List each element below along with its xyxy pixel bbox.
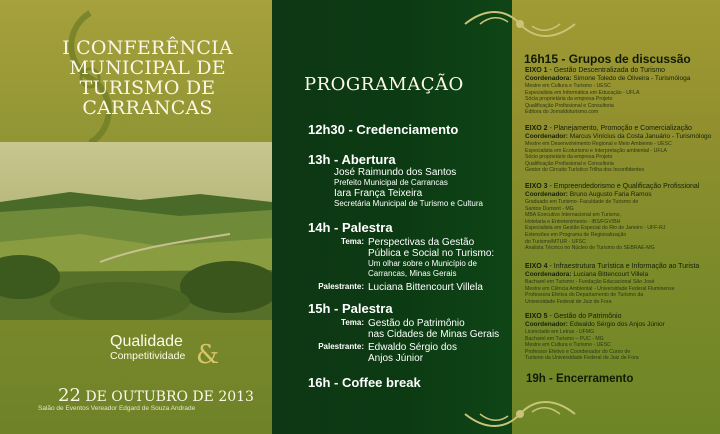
event-abertura: [308, 152, 483, 209]
palestrante-line: Anjos Júnior: [368, 353, 424, 364]
coord-label: Coordenador:: [525, 321, 568, 328]
tema-label: Tema:: [341, 318, 364, 327]
eixo-label: EIXO 3: [525, 183, 548, 190]
tema-line: Carrancas, Minas Gerais: [368, 269, 457, 278]
eixo-detail: Especialista em Ecoturismo e Interpretação ambiental - UFLA: [525, 147, 667, 154]
event-time: 13h - Abertura: [308, 152, 396, 167]
eixo-detail: Turismo da Universidade Federal de Juiz de Fora: [525, 355, 639, 362]
eixo-detail: Professor Efetivo e Coordenador do Curso de: [525, 348, 631, 355]
eixo-detail: Bacharel em Turismo – PUC - MG: [525, 335, 604, 342]
tema-line: Gestão do Patrimônio: [368, 318, 465, 329]
slogan-competitiveness: Competitividade: [110, 350, 186, 362]
palestrante-label: Palestrante:: [318, 282, 364, 291]
speaker-name: Iara França Teixeira: [334, 188, 423, 199]
tema-line: Pública e Social no Turismo:: [368, 248, 495, 259]
eixo-detail: Qualificação Profissional e Consultoria: [525, 160, 614, 167]
title-line: I CONFERÊNCIA: [62, 37, 233, 59]
eixo-detail: Mestre em Ciência Ambiental - Universidade Federal Fluminense: [525, 285, 675, 292]
event-time: 16h - Coffee break: [308, 375, 421, 390]
coord-name: Bruno Augusto Faria Ramos: [567, 191, 652, 198]
eixo-label: EIXO 5: [525, 313, 548, 320]
event-time: 12h30 - Credenciamento: [308, 122, 459, 137]
eixo-title: - Planejamento, Promoção e Comercialização: [547, 125, 692, 132]
palestrante-label: Palestrante:: [318, 342, 364, 351]
slogan-quality: Qualidade: [110, 333, 183, 350]
title-line: CARRANCAS: [82, 97, 213, 119]
eixo-detail: Qualificação Profissional e Consultoria: [525, 102, 614, 109]
date-month-year: DE OUTUBRO DE 2013: [85, 389, 254, 405]
program-panel: [272, 0, 512, 434]
event-coffee-break: [308, 375, 421, 390]
tema-line: Um olhar sobre o Município de: [368, 259, 477, 268]
event-time: 15h - Palestra: [308, 301, 393, 316]
slogan-ampersand: &: [196, 340, 220, 370]
closing-event: 19h - Encerramento: [526, 373, 634, 385]
flourish-ornament-icon: [460, 6, 580, 42]
eixo-detail: Hotelaria e Entretenimento - IBS/FGV/BH: [525, 218, 621, 225]
eixo-detail: Sócia proprietária da empresa Projeto: [525, 96, 613, 103]
left-panel: [0, 0, 272, 434]
eixo-title: - Gestão do Patrimônio: [547, 313, 622, 320]
eixo-title: - Empreendedorismo e Qualificação Profissional: [547, 183, 700, 190]
groups-title: 16h15 - Grupos de discussão: [524, 52, 691, 66]
eixo-detail: Sócio proprietário da empresa Projeto: [525, 154, 613, 161]
coord-label: Coordenadora:: [525, 75, 572, 82]
speaker-role: Secretária Municipal de Turismo e Cultura: [334, 199, 483, 208]
date-day: 22: [58, 385, 81, 406]
eixo-label: EIXO 1: [525, 67, 548, 74]
eixo-detail: Professora Efetiva do Departamento de Turismo da: [525, 292, 644, 299]
eixo-detail: do Turismo/MTUR - UFSC: [525, 238, 586, 245]
eixo-detail: Universidade Federal de Juiz de Fora: [525, 298, 612, 305]
eixo-label: EIXO 2: [525, 125, 548, 132]
event-palestra-1: [308, 220, 494, 293]
event-date: [58, 385, 254, 406]
coord-name: Simone Toledo de Oliveira - Turismóloga: [571, 75, 691, 82]
eixo-title: - Infraestrutura Turística e Informação ao Turista: [547, 263, 700, 270]
event-credenciamento: [308, 122, 458, 137]
eixo-3: [525, 182, 699, 252]
program-title: PROGRAMAÇÃO: [304, 74, 464, 95]
eixo-detail: Extensões em Programa de Regionalização: [525, 231, 627, 238]
tema-line: nas Cidades de Minas Gerais: [368, 329, 500, 340]
landscape-photo: [0, 142, 272, 320]
eixo-detail: Gestor do Circuito Turístico Trilha dos Inconfidentes: [525, 167, 645, 174]
eixo-detail: Analista Técnico no Núcleo de Turismo do SEBRAE-MG: [525, 245, 655, 252]
venue: Salão de Eventos Vereador Edgard de Souza Andrade: [38, 405, 196, 412]
eixo-detail: Licenciado em Letras - UFMG: [525, 329, 595, 335]
palestrante-line: Edwaldo Sérgio dos: [368, 342, 457, 353]
eixo-label: EIXO 4: [525, 263, 548, 270]
title-line: MUNICIPAL DE: [69, 57, 226, 79]
eixo-1: [525, 66, 690, 116]
slogan: [110, 333, 220, 370]
flourish-ornament-icon: [460, 396, 580, 432]
eixo-5: [525, 312, 665, 362]
eixo-4: [525, 262, 699, 305]
eixo-detail: Especialista em Informática em Educação - UFLA: [525, 89, 640, 96]
coord-name: Marcus Vinícius da Costa Januário - Turismólogo: [567, 133, 712, 140]
eixo-detail: Mestre em Cultura e Turismo - UESC: [525, 83, 611, 89]
coord-label: Coordenadora:: [525, 271, 572, 278]
eixo-detail: Bacharel em Turismo - Fundação Educacional São José: [525, 279, 655, 285]
eixo-detail: Graduado em Turismo- Faculdade de Turismo de: [525, 199, 639, 205]
coord-name: Edwaldo Sérgio dos Anjos Júnior: [567, 321, 665, 328]
tema-label: Tema:: [341, 237, 364, 246]
coord-label: Coordenador:: [525, 191, 568, 198]
eixo-title: - Gestão Descentralizada do Turismo: [547, 67, 666, 74]
eixo-detail: Mestre em Cultura e Turismo - UESC: [525, 342, 611, 349]
eixo-detail: Santos Dumont - MG: [525, 205, 574, 212]
eixo-2: [525, 124, 711, 174]
palestrante-name: Luciana Bittencourt Villela: [368, 282, 483, 293]
coord-label: Coordenador:: [525, 133, 568, 140]
speaker-role: Prefeito Municipal de Carrancas: [334, 178, 448, 187]
event-time: 14h - Palestra: [308, 220, 393, 235]
speaker-name: José Raimundo dos Santos: [334, 167, 457, 178]
coord-name: Luciana Bittencourt Villela: [571, 271, 649, 278]
eixo-detail: Especialista em Gestão Especial do Rio de Janeiro - UFF-RJ: [525, 225, 666, 232]
conference-title: [40, 38, 255, 118]
title-line: TURISMO DE: [79, 77, 216, 99]
event-palestra-2: [308, 301, 499, 364]
eixo-detail: Mestre em Desenvolvimento Regional e Meio Ambiente - UESC: [525, 141, 672, 147]
discussion-panel: [512, 0, 720, 434]
tema-line: Perspectivas da Gestão: [368, 237, 475, 248]
eixo-detail: MBA Executivo Internacional em Turismo,: [525, 212, 622, 219]
eixo-detail: Editora do Jornaldoturismo.com: [525, 109, 599, 116]
